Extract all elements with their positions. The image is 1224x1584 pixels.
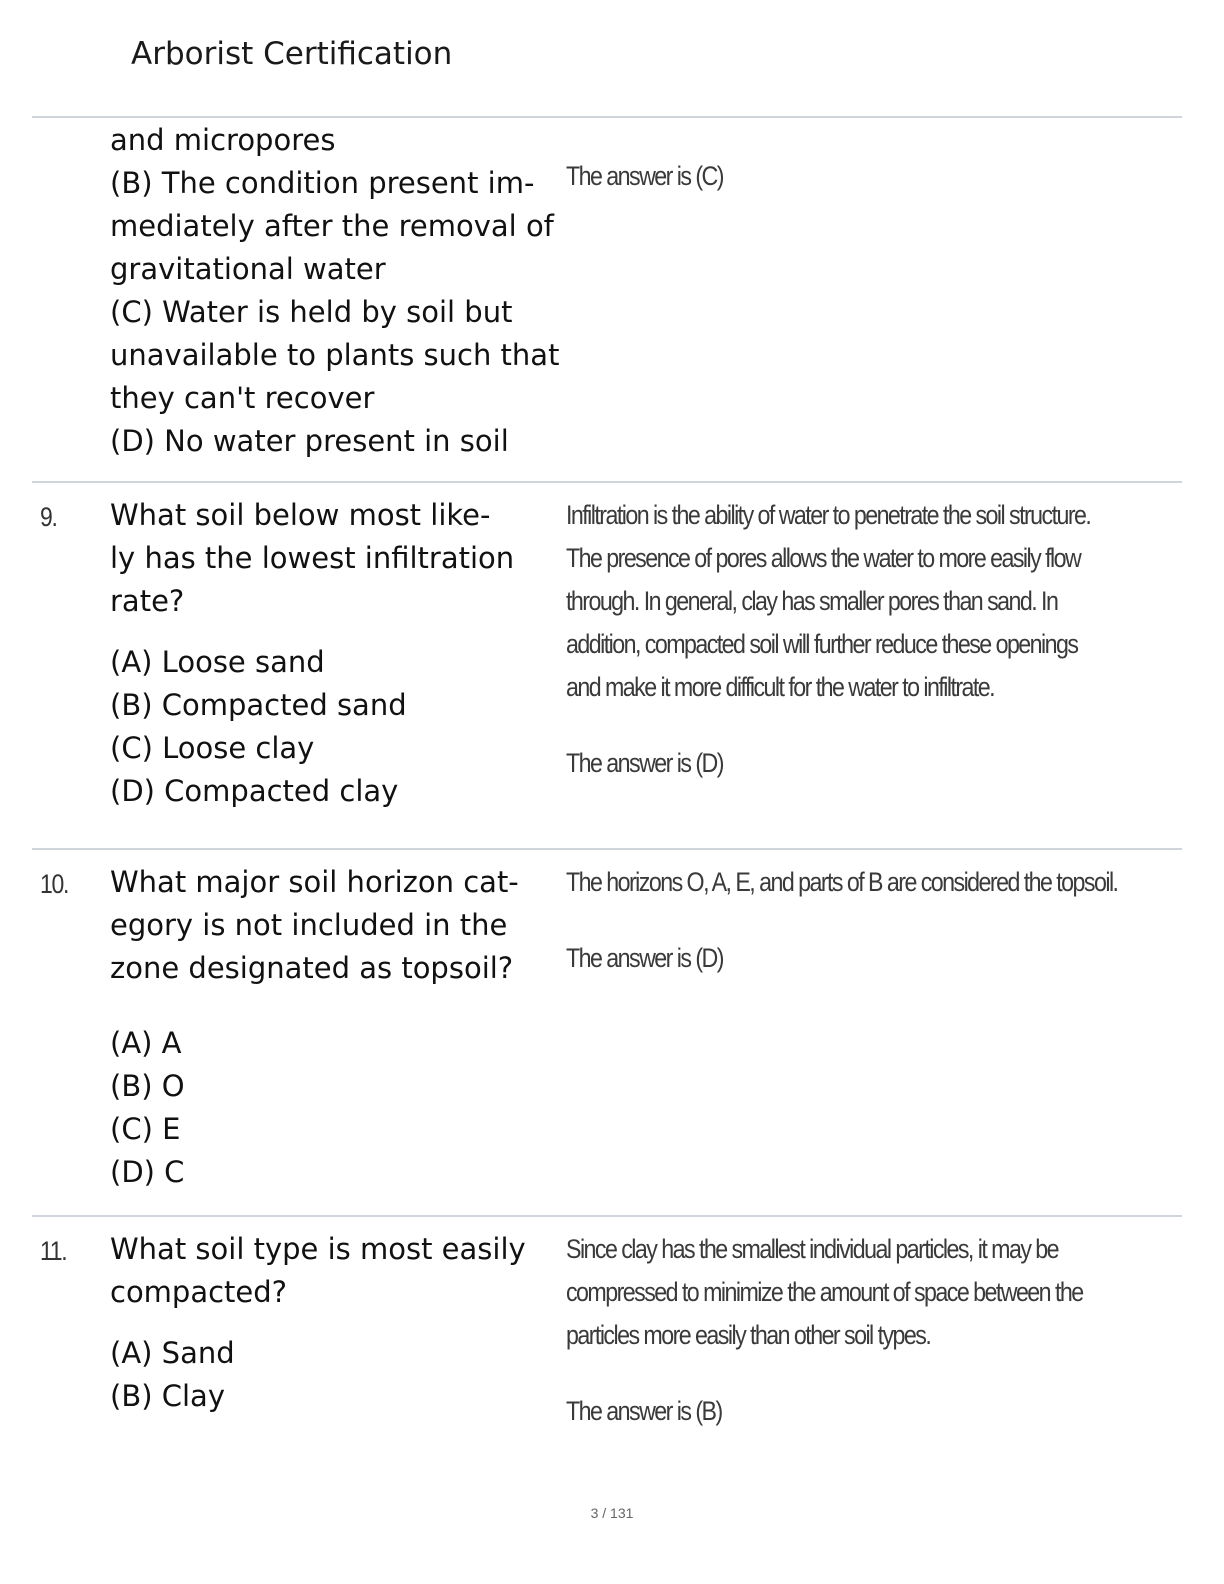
continued-line: gravitational water <box>110 252 386 286</box>
answer-text: The answer is (D) <box>566 943 723 973</box>
continued-line: and micropores <box>110 123 336 157</box>
question-stem-line: compacted? <box>110 1275 288 1309</box>
continued-line: unavailable to plants such that <box>110 338 560 372</box>
explanation-line: The horizons O, A, E, and parts of B are considered the topsoil. <box>566 867 1118 897</box>
divider <box>32 116 1182 118</box>
question-number: 9. <box>40 502 57 532</box>
answer-choice: (D) C <box>110 1155 185 1189</box>
answer-choice: (C) E <box>110 1112 181 1146</box>
question-number: 11. <box>40 1236 67 1266</box>
question-stem-line: What soil below most like- <box>110 498 491 532</box>
question-stem-line: What soil type is most easily <box>110 1232 526 1266</box>
continued-line: (B) The condition present im- <box>110 166 535 200</box>
answer-text: The answer is (D) <box>566 748 723 778</box>
answer-choice: (B) O <box>110 1069 185 1103</box>
explanation-line: particles more easily than other soil types. <box>566 1320 931 1350</box>
divider <box>32 481 1182 483</box>
divider <box>32 848 1182 850</box>
explanation-line: The presence of pores allows the water to more easily flow <box>566 543 1081 573</box>
explanation-line: addition, compacted soil will further reduce these openings <box>566 629 1078 659</box>
answer-choice: (B) Compacted sand <box>110 688 407 722</box>
answer-choices <box>110 641 560 813</box>
question-number: 10. <box>40 869 69 899</box>
answer-choice: (A) Loose sand <box>110 645 325 679</box>
question-stem-line: egory is not included in the <box>110 908 508 942</box>
continued-explanation <box>566 155 1116 198</box>
answer-choice: (A) A <box>110 1026 182 1060</box>
answer-choice: (D) Compacted clay <box>110 774 399 808</box>
question-body <box>110 494 560 813</box>
page-number: 3 / 131 <box>590 1505 634 1521</box>
question-stem-line: rate? <box>110 584 185 618</box>
question-stem-line: ly has the lowest infiltration <box>110 541 515 575</box>
question-body <box>110 1228 560 1418</box>
explanation-line: Infiltration is the ability of water to penetrate the soil structure. <box>566 500 1091 530</box>
question-stem-line: What major soil horizon cat- <box>110 865 519 899</box>
answer-choices <box>110 1332 560 1418</box>
explanation-line: compressed to minimize the amount of space between the <box>566 1277 1083 1307</box>
question-explanation <box>566 861 1116 980</box>
answer-choice: (A) Sand <box>110 1336 235 1370</box>
question-explanation <box>566 1228 1116 1433</box>
continued-line: (D) No water present in soil <box>110 424 509 458</box>
question-body <box>110 861 560 1194</box>
answer-text: The answer is (C) <box>566 161 723 191</box>
continued-line: mediately after the removal of <box>110 209 554 243</box>
divider <box>32 1215 1182 1217</box>
continued-line: they can't recover <box>110 381 375 415</box>
answer-choices <box>110 1022 560 1194</box>
page-header-title: Arborist Certification <box>131 36 453 72</box>
continued-choices <box>110 119 560 463</box>
explanation-line: Since clay has the smallest individual particles, it may be <box>566 1234 1059 1264</box>
continued-line: (C) Water is held by soil but <box>110 295 513 329</box>
answer-choice: (B) Clay <box>110 1379 225 1413</box>
answer-choice: (C) Loose clay <box>110 731 315 765</box>
question-stem-line: zone designated as topsoil? <box>110 951 514 985</box>
explanation-line: through. In general, clay has smaller pores than sand. In <box>566 586 1058 616</box>
explanation-line: and make it more difficult for the water to infiltrate. <box>566 672 995 702</box>
question-explanation <box>566 494 1116 785</box>
answer-text: The answer is (B) <box>566 1396 722 1426</box>
